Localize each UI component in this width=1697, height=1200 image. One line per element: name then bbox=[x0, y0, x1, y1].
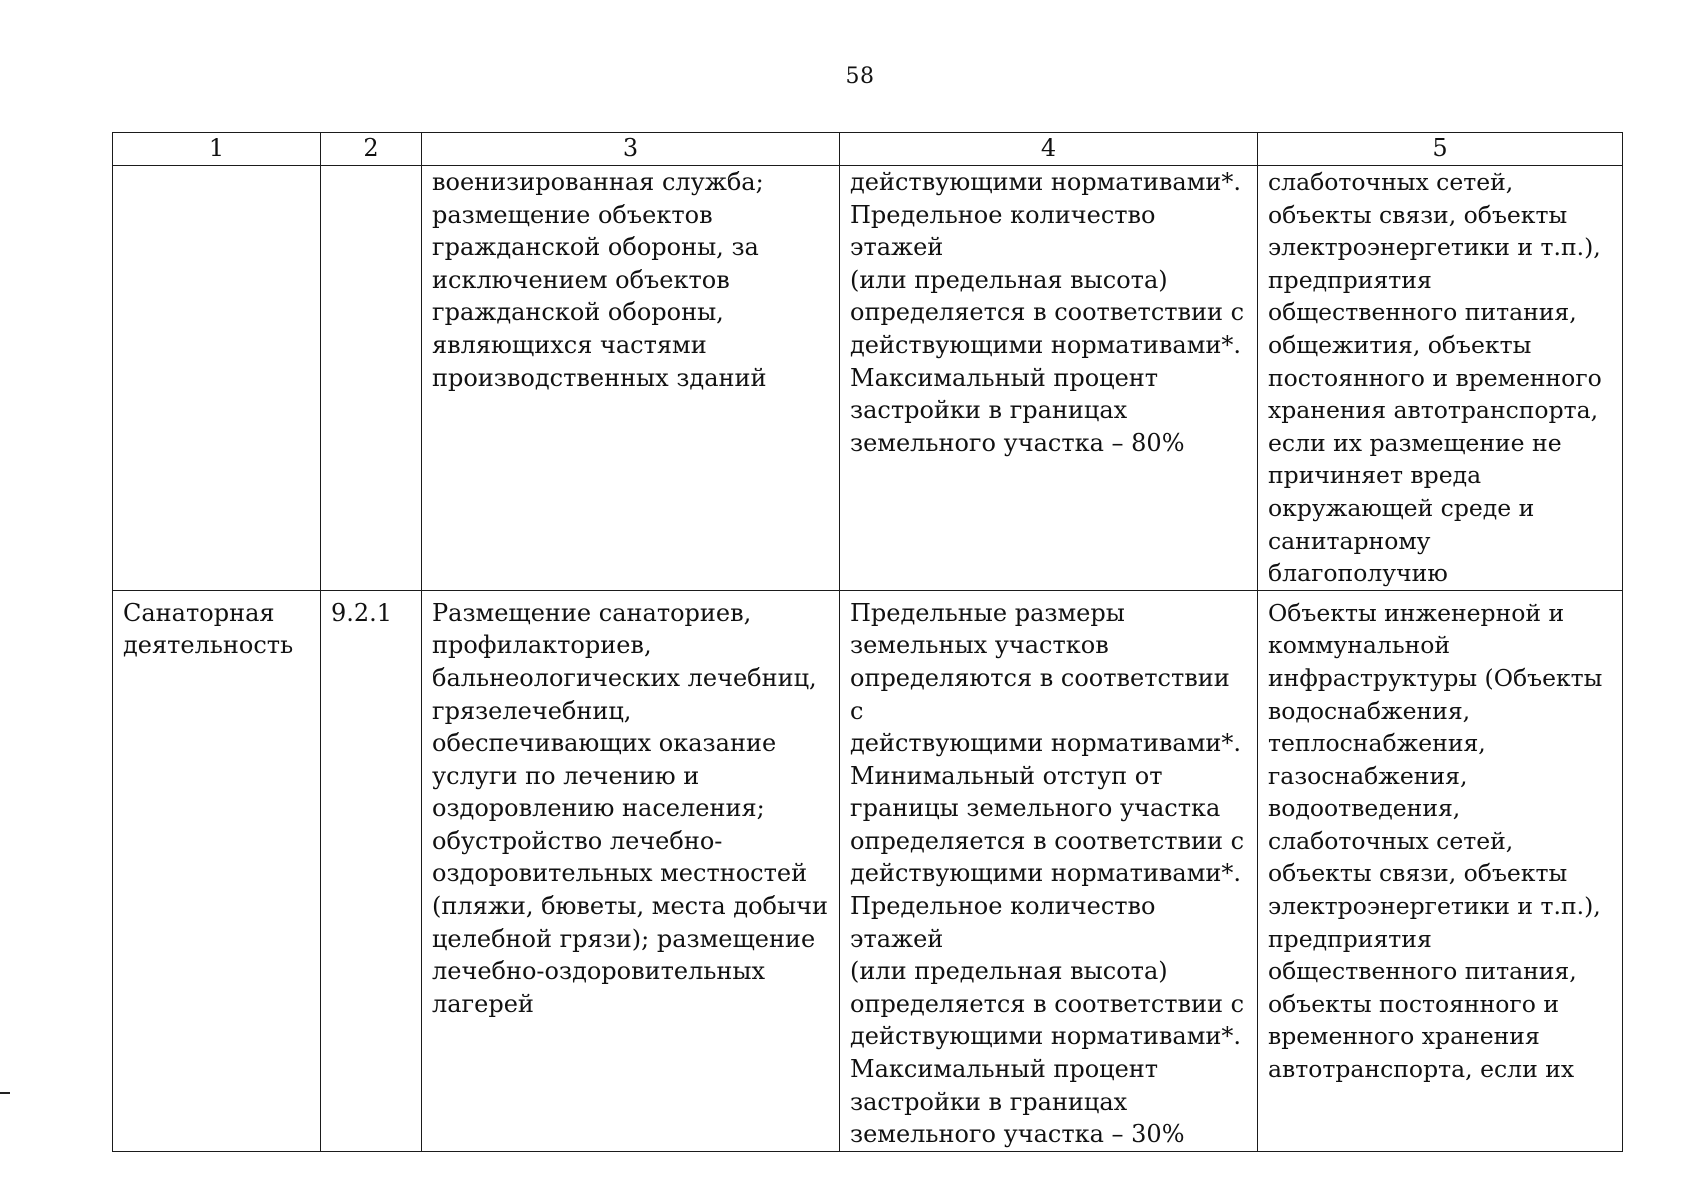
table-row bbox=[113, 590, 1623, 1151]
regulations-table bbox=[112, 132, 1623, 1152]
cell-land-use-type bbox=[113, 166, 321, 591]
cell-parameters: Предельные размеры земельных участков определяются в соответствии с действующими нормативами*. Минимальный отступ от границы земельного участка определяется в соответствии с действующими нормативами*. Предельное количество этажей (или предельная высота) определяется в соответствии с действующими нормативами*. Максимальный процент застройки в границах земельного участка – 30% bbox=[840, 590, 1258, 1151]
table-row bbox=[113, 166, 1623, 591]
column-number-3: 3 bbox=[422, 133, 840, 166]
cell-description: Размещение санаториев, профилакториев, бальнеологических лечебниц, грязелечебниц, обеспечивающих оказание услуги по лечению и оздоровлению населения; обустройство лечебно- оздоровительных местностей (пляжи, бюветы, места добычи целебной грязи); размещение лечебно-оздоровительных лагерей bbox=[422, 590, 840, 1151]
margin-mark bbox=[0, 1092, 10, 1094]
page-number: 58 bbox=[845, 64, 875, 89]
table-header-row bbox=[113, 133, 1623, 166]
column-number-5: 5 bbox=[1258, 133, 1623, 166]
cell-code bbox=[321, 166, 422, 591]
column-number-1: 1 bbox=[113, 133, 321, 166]
cell-parameters: действующими нормативами*. Предельное количество этажей (или предельная высота) определяется в соответствии с действующими нормативами*. Максимальный процент застройки в границах земельного участка – 80% bbox=[840, 166, 1258, 591]
cell-land-use-type: Санаторная деятельность bbox=[113, 590, 321, 1151]
cell-auxiliary-uses: слаботочных сетей, объекты связи, объекты электроэнергетики и т.п.), предприятия общественного питания, общежития, объекты постоянного и временного хранения автотранспорта, если их размещение не причиняет вреда окружающей среде и санитарному благополучию bbox=[1258, 166, 1623, 591]
column-number-4: 4 bbox=[840, 133, 1258, 166]
cell-description: военизированная служба; размещение объектов гражданской обороны, за исключением объектов гражданской обороны, являющихся частями производственных зданий bbox=[422, 166, 840, 591]
cell-code: 9.2.1 bbox=[321, 590, 422, 1151]
column-number-2: 2 bbox=[321, 133, 422, 166]
cell-auxiliary-uses: Объекты инженерной и коммунальной инфраструктуры (Объекты водоснабжения, теплоснабжения, газоснабжения, водоотведения, слаботочных сетей, объекты связи, объекты электроэнергетики и т.п.), предприятия общественного питания, объекты постоянного и временного хранения автотранспорта, если их bbox=[1258, 590, 1623, 1151]
